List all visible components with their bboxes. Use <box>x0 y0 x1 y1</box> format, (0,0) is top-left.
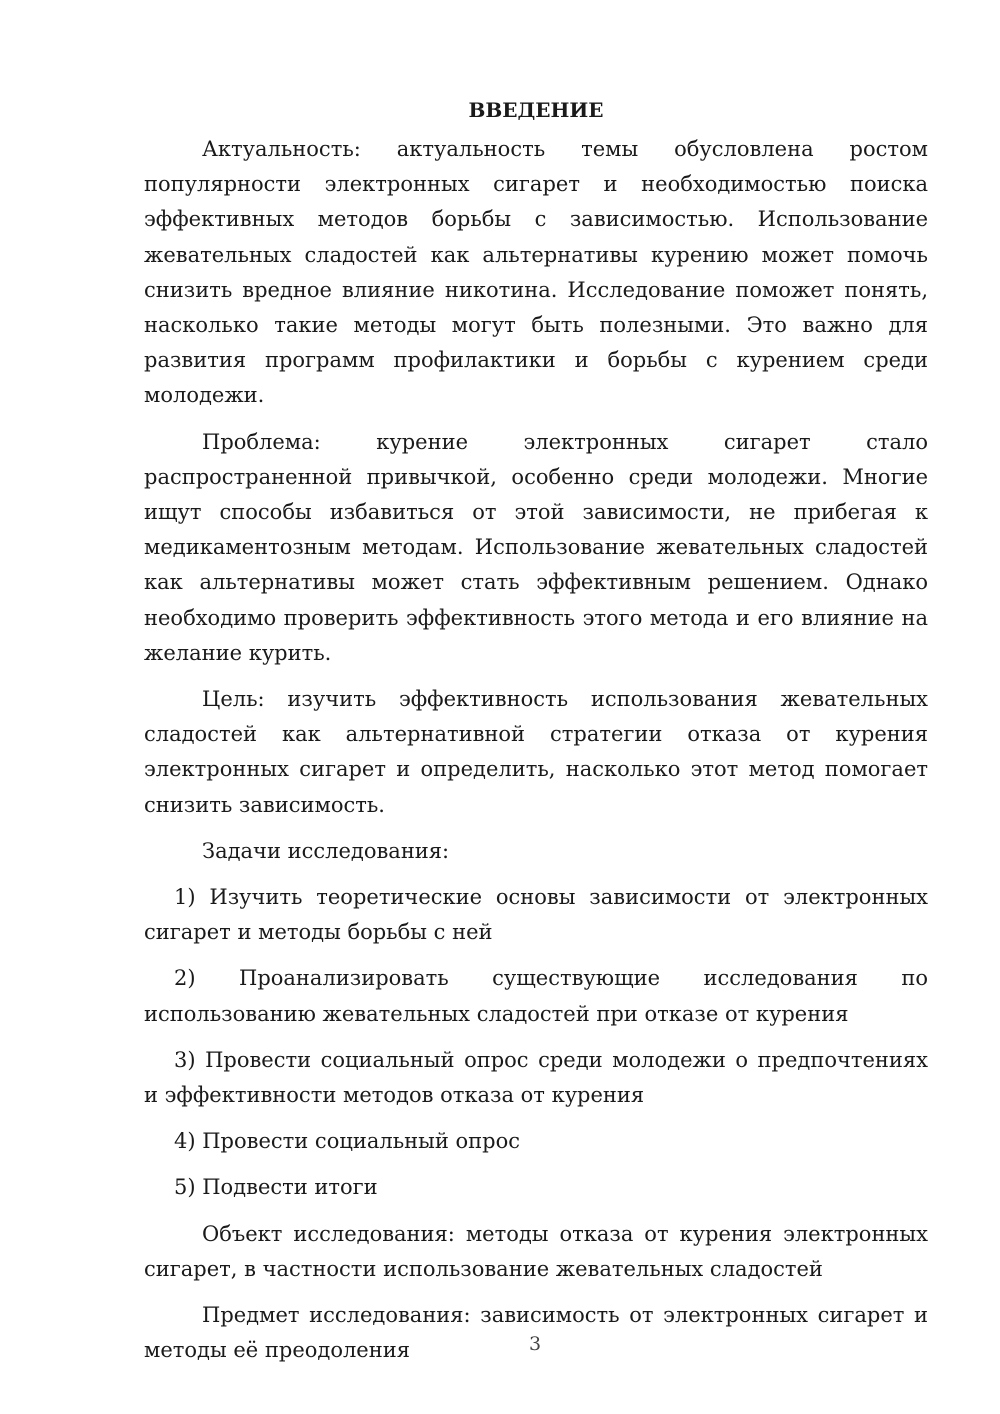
page-title: ВВЕДЕНИЕ <box>468 98 604 122</box>
page-number: 3 <box>528 1333 542 1355</box>
object-paragraph: Объект исследования: методы отказа от курения электронных сигарет, в частности использование жевательных сладостей <box>144 1221 928 1281</box>
problem-paragraph: Проблема: курение электронных сигарет стало распространенной привычкой, особенно среди молодежи. Многие ищут способы избавиться от этой зависимости, не прибегая к медикаментозным методам. Использование жевательных сладостей как альтернативы может стать эффективным решением. Однако необходимо проверить эффективность этого метода и его влияние на желание курить. <box>144 429 928 665</box>
task-item-5: 5) Подвести итоги <box>174 1175 378 1200</box>
task-item-4: 4) Провести социальный опрос <box>174 1129 520 1154</box>
subject-paragraph: Предмет исследования: зависимость от электронных сигарет и методы её преодоления <box>144 1303 928 1363</box>
task-item-2: 2) Проанализировать существующие исследования по использованию жевательных сладостей при отказе от курения <box>144 966 928 1026</box>
tasks-heading: Задачи исследования: <box>202 838 450 863</box>
relevance-paragraph: Актуальность: актуальность темы обусловлена ростом популярности электронных сигарет и необходимостью поиска эффективных методов борьбы с зависимостью. Использование жевательных сладостей как альтернативы курению может помочь снизить вредное влияние никотина. Исследование поможет понять, насколько такие методы могут быть полезными. Это важно для развития программ профилактики и борьбы с курением среди молодежи. <box>144 137 928 408</box>
task-item-1: 1) Изучить теоретические основы зависимости от электронных сигарет и методы борьбы с ней <box>144 885 928 945</box>
goal-paragraph: Цель: изучить эффективность использования жевательных сладостей как альтернативной стратегии отказа от курения электронных сигарет и определить, насколько этот метод помогает снизить зависимость. <box>144 687 928 817</box>
document-page <box>144 95 928 1380</box>
task-item-3: 3) Провести социальный опрос среди молодежи о предпочтениях и эффективности методов отказа от курения <box>144 1047 928 1108</box>
